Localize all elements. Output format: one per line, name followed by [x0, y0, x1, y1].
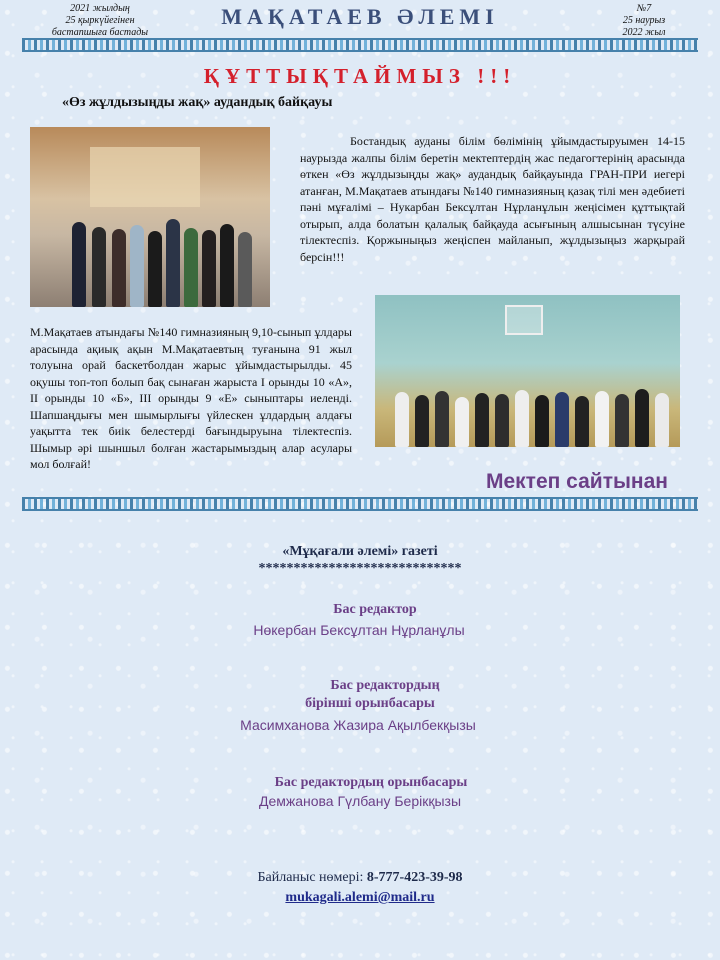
- founding-note: [40, 3, 160, 39]
- congrats-headline: ҚҰТТЫҚТАЙМЫЗ !!!: [203, 64, 517, 88]
- issue-date-year: 2022 жыл: [622, 27, 666, 38]
- issue-info: [604, 3, 684, 39]
- teachers-group-photo: [30, 127, 270, 307]
- stars-divider: *****************************: [258, 561, 462, 576]
- deputy1-role-line1: Бас редактордың: [330, 678, 440, 693]
- deputy1-name: Масимханова Жазира Ақылбекқызы: [240, 717, 476, 733]
- founding-line-1: 2021 жылдың: [70, 3, 130, 14]
- issue-number: №7: [636, 3, 652, 14]
- basketball-team-photo: [375, 295, 680, 447]
- gazette-name: «Мұқағали әлемі» газеті: [282, 544, 438, 559]
- article-contest-text: Бостандық ауданы білім бөлімінің ұйымдастыруымен 14-15 наурызда жалпы білім беретін мектептердің жас педагогтерінің арасында өткен «Өз жұлдызыңды жақ» аудандық байқауында ГРАН-ПРИ иегері атанған, М.Мақатаев атындағы №140 гимназияның қазақ тілі мен әдебиеті пәні мұғалімі – Нукарбан Бексұлтан Нұрланұлын жеңісімен құттықтай отырып, алда болатын қалалық байқауда асығының алшысынан түсуіне тілектеспіз. Қоржыныңыз жеңіспен майланып, жұлдызыңыз жарқырай берсін!!!: [300, 134, 685, 264]
- source-caption: Мектеп сайтынан: [486, 470, 668, 493]
- deputy1-role-line2: бірінші орынбасары: [305, 696, 435, 711]
- contact-email-link[interactable]: mukagali.alemi@mail.ru: [285, 890, 435, 905]
- deputy2-name: Демжанова Гүлбану Берікқызы: [258, 793, 462, 809]
- deputy2-role: Бас редактордың орынбасары: [274, 775, 468, 790]
- top-ornament-border: [22, 38, 698, 52]
- phone-number: 8-777-423-39-98: [366, 870, 463, 885]
- editor-name: Нөкербан Бексұлтан Нұрланұлы: [253, 622, 465, 638]
- newspaper-title: МАҚАТАЕВ ӘЛЕМІ: [221, 4, 499, 29]
- editor-role: Бас редактор: [333, 602, 417, 617]
- middle-ornament-border: [22, 497, 698, 511]
- founding-line-2: 25 қыркүйегінен: [65, 15, 135, 26]
- contact-line: [0, 870, 720, 886]
- issue-date-day: 25 наурыз: [622, 15, 666, 26]
- contest-title: «Өз жұлдызыңды жақ» аудандық байқауы: [62, 95, 333, 110]
- founding-line-3: бастапшыға бастады: [51, 27, 149, 38]
- contact-label: Байланыс нөмері:: [257, 870, 364, 885]
- article-basketball-text: М.Мақатаев атындағы №140 гимназияның 9,10-сынып ұлдары арасында ақиық ақын М.Мақатаевтың туғанына 91 жыл толуына орай баскетболдан жарыс ұйымдастырылды. 45 оқушы топ-топ болып бақ сынаған жарыста I орынды 10 «А», II орынды 10 «Б», III орынды 9 «Е» сыныптары иеленді. Шапшаңдығы мен шымырлығы үйлескен ұлдардың алдағы уақытта тек биік белестерді бағындыруына тілектеспіз. Шымыр әрі шыншыл болған жастарымыздың алар асулары мол болғай!: [30, 325, 352, 471]
